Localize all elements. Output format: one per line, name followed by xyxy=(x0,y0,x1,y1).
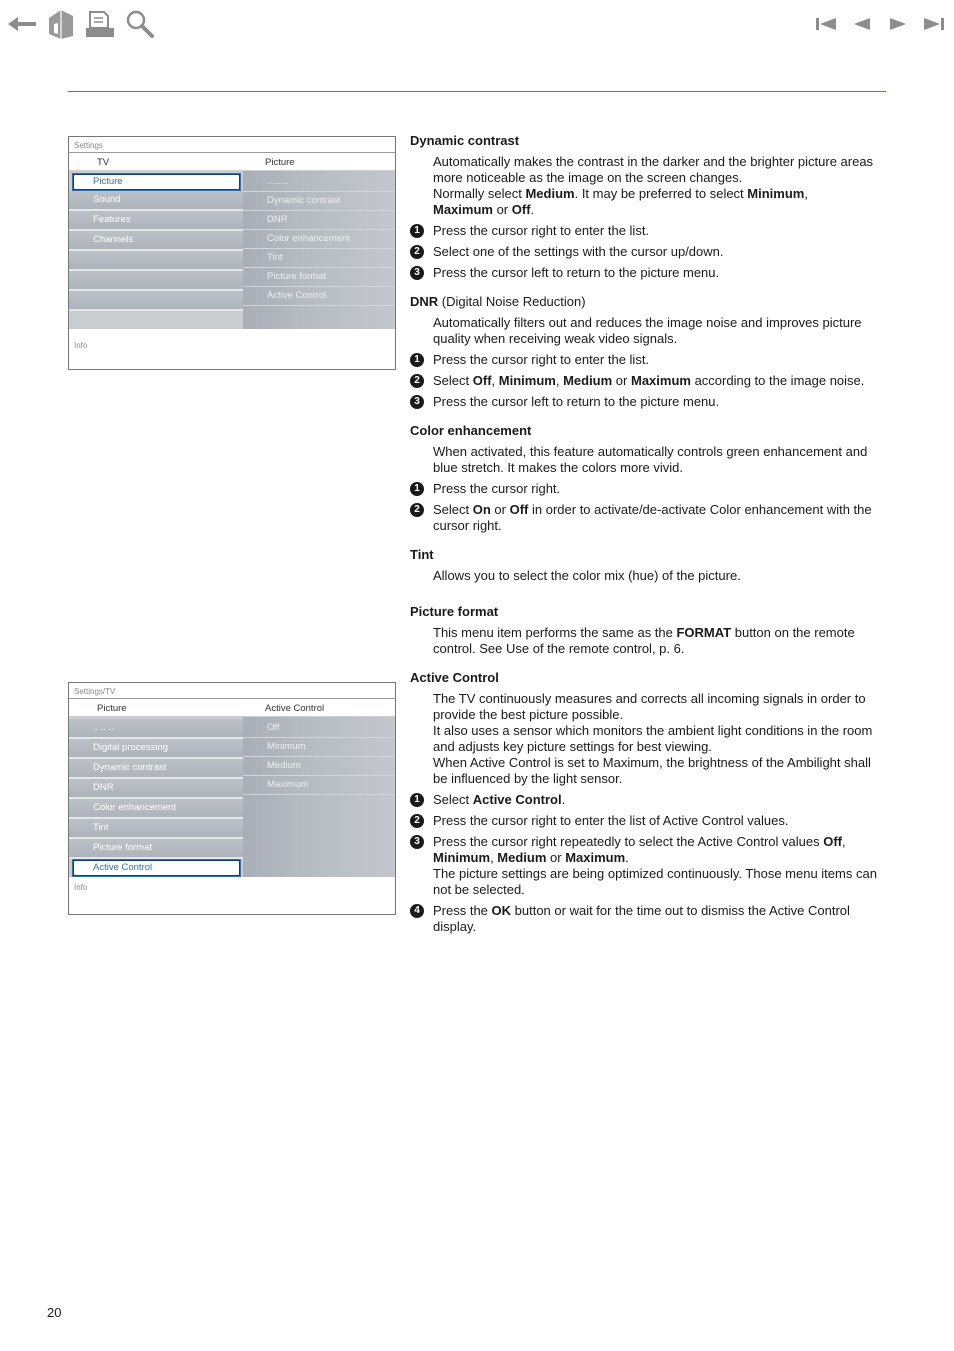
text: or xyxy=(546,850,566,865)
menu-info: Info xyxy=(74,341,88,350)
settings-menu-active-control xyxy=(68,682,396,915)
menu-item-dnr[interactable]: DNR xyxy=(69,779,243,799)
step-text: Press the cursor left to return to the picture menu. xyxy=(433,265,720,280)
page-number: 20 xyxy=(47,1305,62,1320)
step-text xyxy=(433,792,888,808)
step xyxy=(410,481,888,497)
section-title: Tint xyxy=(410,547,434,562)
text: Normally select xyxy=(433,186,526,201)
bold-text: Off xyxy=(509,502,529,517)
paragraph: When activated, this feature automatically controls green enhancement and blue stretch. It makes the colors more vivid. xyxy=(433,444,868,475)
next-page-icon[interactable] xyxy=(886,15,910,33)
text: . It may be preferred to select xyxy=(574,186,748,201)
section-title: Picture format xyxy=(410,604,499,619)
paragraph: The TV continuously measures and corrects all incoming signals in order to provide the best picture possible. xyxy=(433,691,866,722)
section-title: Dynamic contrast xyxy=(410,133,520,148)
text: The picture settings are being optimized continuously. Those menu items can not be selected. xyxy=(433,866,877,897)
paragraph xyxy=(433,625,888,657)
step-text xyxy=(433,834,888,898)
title-rest: (Digital Noise Reduction) xyxy=(438,294,586,309)
step xyxy=(410,834,888,898)
bold-text: Minimum xyxy=(747,186,805,201)
step-text: Select one of the settings with the cursor up/down. xyxy=(433,244,724,259)
menu-col2-head: Active Control xyxy=(265,703,325,714)
bold-text: Medium xyxy=(563,373,613,388)
step xyxy=(410,502,888,534)
menu-col2-head: Picture xyxy=(265,157,295,168)
text: , xyxy=(804,186,808,201)
section-active-control xyxy=(410,670,888,935)
menu-body xyxy=(69,717,395,877)
text: button on the remote control. See Use of the remote control, p. 6. xyxy=(433,625,855,656)
section-color-enhancement xyxy=(410,423,888,534)
menu-item-tint[interactable]: Tint xyxy=(69,819,243,839)
menu-item-dynamic-contrast[interactable]: Dynamic contrast xyxy=(69,759,243,779)
section-title: Active Control xyxy=(410,670,499,685)
step-number: 2 xyxy=(410,814,424,828)
step xyxy=(410,265,888,281)
step-number: 1 xyxy=(410,482,424,496)
print-icon[interactable] xyxy=(84,8,116,40)
menu-right-column xyxy=(243,171,395,329)
text: , xyxy=(841,834,846,849)
submenu-item-medium: Medium xyxy=(243,757,395,776)
menu-left-column xyxy=(69,717,243,877)
step-text: Press the cursor right to enter the list. xyxy=(433,352,650,367)
step xyxy=(410,244,888,260)
step-text: Press the cursor left to return to the picture menu. xyxy=(433,394,720,409)
text: or xyxy=(492,202,512,217)
text: or xyxy=(612,373,631,388)
step xyxy=(410,394,888,410)
paragraph: It also uses a sensor which monitors the ambient light conditions in the room and adjusts key picture settings for best viewing. xyxy=(433,723,873,754)
section-title xyxy=(410,294,888,310)
home-icon[interactable] xyxy=(46,8,76,40)
submenu-item-off: Off xyxy=(243,719,395,738)
previous-page-icon[interactable] xyxy=(850,15,874,33)
menu-item-channels[interactable]: Channels xyxy=(69,231,243,251)
submenu-item-active-control: Active Control xyxy=(243,287,395,306)
text: . xyxy=(625,850,629,865)
bold-text: Minimum xyxy=(498,373,556,388)
menu-item-digital-processing[interactable]: Digital processing xyxy=(69,739,243,759)
bold-text: Minimum xyxy=(433,850,491,865)
menu-body xyxy=(69,171,395,329)
menu-item-sound[interactable]: Sound xyxy=(69,191,243,211)
section-picture-format xyxy=(410,604,888,657)
first-page-icon[interactable] xyxy=(814,15,838,33)
nav-right xyxy=(814,6,946,42)
section-dynamic-contrast xyxy=(410,133,888,281)
step-number: 3 xyxy=(410,835,424,849)
step-text xyxy=(433,903,888,935)
submenu-item-picture-format: Picture format xyxy=(243,268,395,287)
text: . xyxy=(561,792,566,807)
step xyxy=(410,373,888,389)
step xyxy=(410,223,888,239)
text: button or wait for the time out to dismiss the Active Control display. xyxy=(433,903,850,934)
back-arrow-icon[interactable] xyxy=(6,12,38,36)
bold-text: Medium xyxy=(525,186,575,201)
step xyxy=(410,352,888,368)
text: Select xyxy=(433,373,473,388)
bold-text: Off xyxy=(511,202,531,217)
step-text xyxy=(433,373,888,389)
text: , xyxy=(490,850,498,865)
step-number: 1 xyxy=(410,224,424,238)
menu-item-empty xyxy=(69,291,243,311)
bold-text: Maximum xyxy=(630,373,691,388)
bold-text: On xyxy=(472,502,491,517)
submenu-item-maximum: Maximum xyxy=(243,776,395,795)
text: according to the image noise. xyxy=(690,373,865,388)
step-text: Press the cursor right to enter the list. xyxy=(433,223,650,238)
step-number: 1 xyxy=(410,353,424,367)
bold-text: Off xyxy=(472,373,492,388)
menu-breadcrumb: Settings/TV xyxy=(69,683,395,699)
bold-text: Off xyxy=(823,834,842,849)
submenu-item-dynamic-contrast: Dynamic contrast xyxy=(243,192,395,211)
menu-item[interactable]: ........ xyxy=(69,719,243,739)
text: . xyxy=(530,202,535,217)
text: Select xyxy=(433,792,473,807)
step-number: 4 xyxy=(410,904,424,918)
text: Select xyxy=(433,502,473,517)
settings-menu-picture xyxy=(68,136,396,370)
menu-item-active-control[interactable]: Active Control xyxy=(72,859,241,877)
step-text: Press the cursor right to enter the list of Active Control values. xyxy=(433,813,789,828)
section-dnr xyxy=(410,294,888,410)
text: , xyxy=(555,373,564,388)
menu-right-column xyxy=(243,717,395,877)
bold-text: Maximum xyxy=(433,202,493,217)
menu-item-empty xyxy=(69,251,243,271)
menu-col1-head: TV xyxy=(97,157,110,168)
text: Press the cursor right repeatedly to select the Active Control values xyxy=(433,834,824,849)
step-number: 2 xyxy=(410,503,424,517)
step-text xyxy=(433,502,888,534)
menu-breadcrumb: Settings xyxy=(69,137,395,153)
text: or xyxy=(490,502,510,517)
bold-text: Medium xyxy=(497,850,547,865)
paragraph: Automatically filters out and reduces the image noise and improves picture quality when receiving weak video signals. xyxy=(433,315,862,346)
header-rule xyxy=(68,91,886,92)
bold-text: OK xyxy=(491,903,512,918)
nav-left xyxy=(6,6,156,42)
paragraph: Automatically makes the contrast in the darker and the brighter picture areas more noticeable as the image on the screen changes. xyxy=(433,154,874,185)
submenu-item-minimum: Minimum xyxy=(243,738,395,757)
text: , xyxy=(491,373,499,388)
submenu-item-tint: Tint xyxy=(243,249,395,268)
section-title: Color enhancement xyxy=(410,423,532,438)
menu-info: Info xyxy=(74,883,88,892)
text: in order to activate/de-activate Color enhancement with the cursor right. xyxy=(433,502,872,533)
menu-column-heads xyxy=(69,699,395,717)
menu-item-features[interactable]: Features xyxy=(69,211,243,231)
step xyxy=(410,792,888,808)
menu-item-empty xyxy=(69,271,243,291)
submenu-item-dnr: DNR xyxy=(243,211,395,230)
step xyxy=(410,813,888,829)
menu-item-picture-format[interactable]: Picture format xyxy=(69,839,243,859)
bold-text: FORMAT xyxy=(676,625,732,640)
submenu-item: ........ xyxy=(243,173,395,192)
menu-left-column xyxy=(69,171,243,329)
bold-text: Maximum xyxy=(565,850,626,865)
content-column xyxy=(410,133,888,948)
submenu-item-color-enhancement: Color enhancement xyxy=(243,230,395,249)
text: This menu item performs the same as the xyxy=(433,625,677,640)
paragraph: Allows you to select the color mix (hue) of the picture. xyxy=(433,568,741,583)
menu-item-color-enhancement[interactable]: Color enhancement xyxy=(69,799,243,819)
menu-col1-head: Picture xyxy=(97,703,127,714)
title-bold: DNR xyxy=(410,294,439,309)
paragraph xyxy=(433,186,888,218)
menu-item-picture[interactable]: Picture xyxy=(72,173,241,191)
step-number: 2 xyxy=(410,374,424,388)
step-text: Press the cursor right. xyxy=(433,481,561,496)
text: Press the xyxy=(433,903,492,918)
last-page-icon[interactable] xyxy=(922,15,946,33)
step xyxy=(410,903,888,935)
bold-text: Active Control xyxy=(472,792,562,807)
menu-column-heads xyxy=(69,153,395,171)
search-icon[interactable] xyxy=(124,8,156,40)
paragraph: When Active Control is set to Maximum, the brightness of the Ambilight shall be influenced by the light sensor. xyxy=(433,755,871,786)
step-number: 3 xyxy=(410,266,424,280)
step-number: 1 xyxy=(410,793,424,807)
section-tint xyxy=(410,547,888,584)
step-number: 2 xyxy=(410,245,424,259)
step-number: 3 xyxy=(410,395,424,409)
